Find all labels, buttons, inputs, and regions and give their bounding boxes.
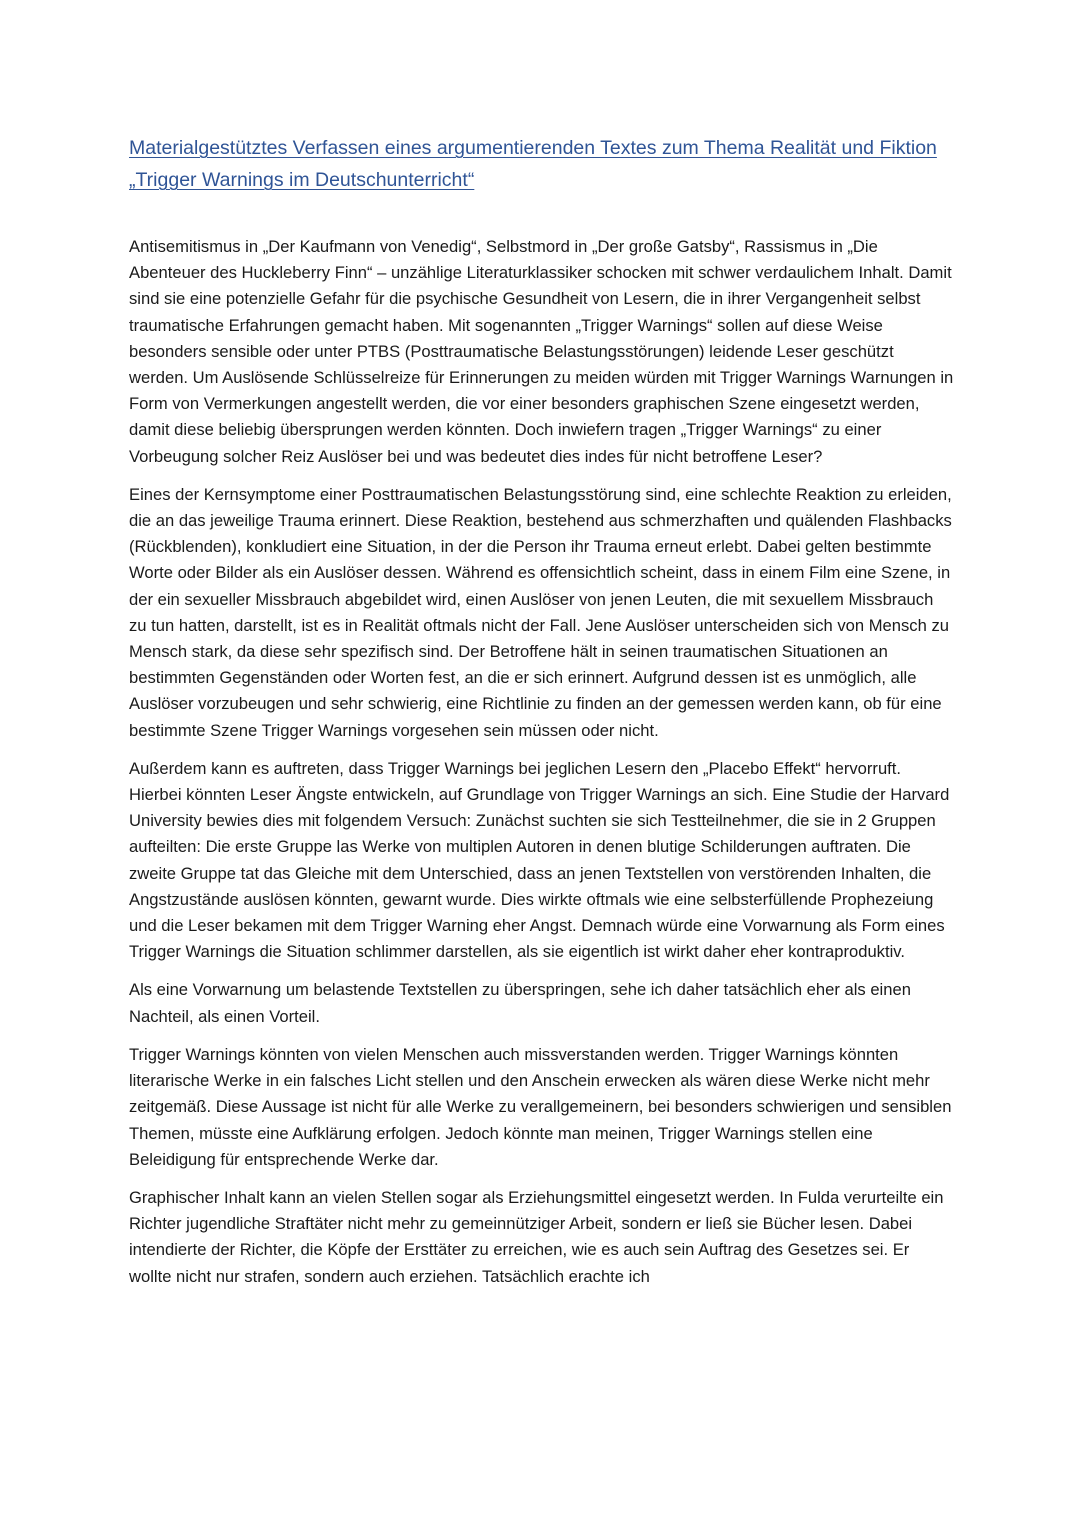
paragraph-interim-conclusion: Als eine Vorwarnung um belastende Textstellen zu überspringen, sehe ich daher tatsächlich eher als einen Nachteil, als einen Vorteil. bbox=[129, 980, 911, 1026]
paragraph-introduction: Antisemitismus in „Der Kaufmann von Venedig“, Selbstmord in „Der große Gatsby“, Rassismus in „Die Abenteuer des Huckleberry Finn“ – unzählige Literaturklassiker schocken mit schwer verdaulichem Inhalt. Damit sind sie eine potenzielle Gefahr für die psychische Gesundheit von Lesern, die in ihrer Vergangenheit selbst traumatische Erfahrungen gemacht haben. Mit sogenannten „Trigger Warnings“ sollen auf diese Weise besonders sensible oder unter PTBS (Posttraumatische Belastungsstörungen) leidende Leser geschützt werden. Um Auslösende Schlüsselreize für Erinnerungen zu meiden würden mit Trigger Warnings Warnungen in Form von Vermerkungen angestellt werden, die vor einer besonders graphischen Szene eingesetzt werden, damit diese beliebig übersprungen werden könnten. Doch inwiefern tragen „Trigger Warnings“ zu einer Vorbeugung solcher Reiz Auslöser bei und was bedeutet dies indes für nicht betroffene Leser? bbox=[129, 237, 954, 466]
document-content bbox=[129, 132, 955, 1302]
paragraph-misunderstanding: Trigger Warnings könnten von vielen Menschen auch missverstanden werden. Trigger Warnings könnten literarische Werke in ein falsches Licht stellen und den Anschein erwecken als wären diese Werke nicht mehr zeitgemäß. Diese Aussage ist nicht für alle Werke zu verallgemeinern, bei besonders schwierigen und sensiblen Themen, müsste eine Aufklärung erfolgen. Jedoch könnte man meinen, Trigger Warnings stellen eine Beleidigung für entsprechende Werke dar. bbox=[129, 1044, 952, 1169]
title-line-subject: „Trigger Warnings im Deutschunterricht“ bbox=[129, 169, 475, 191]
paragraph-ptbs-symptoms: Eines der Kernsymptome einer Posttraumatischen Belastungsstörung sind, eine schlechte Reaktion zu erleiden, die an das jeweilige Trauma erinnert. Diese Reaktion, bestehend aus schmerzhaften und quälenden Flashbacks (Rückblenden), konkludiert eine Situation, in der die Person ihr Trauma erneut erlebt. Dabei gelten bestimmte Worte oder Bilder als ein Auslöser dessen. Während es offensichtlich scheint, dass in einem Film eine Szene, in der ein sexueller Missbrauch abgebildet wird, einen Auslöser von jenen Leuten, die mit sexuellem Missbrauch zu tun hatten, darstellt, ist es in Realität oftmals nicht der Fall. Jene Auslöser unterscheiden sich von Mensch zu Mensch stark, da diese sehr spezifisch sind. Der Betroffene hält in seinen traumatischen Situationen an bestimmten Gegenständen oder Worten fest, an die er sich erinnert. Aufgrund dessen ist es unmöglich, alle Auslöser vorzubeugen und sehr schwierig, eine Richtlinie zu finden an der gemessen werden kann, ob für eine bestimmte Szene Trigger Warnings vorgesehen sein müssen oder nicht. bbox=[129, 484, 952, 740]
document-title bbox=[129, 132, 955, 196]
paragraph-placebo-effect: Außerdem kann es auftreten, dass Trigger Warnings bei jeglichen Lesern den „Placebo Effekt“ hervorruft. Hierbei könnten Leser Ängste entwickeln, auf Grundlage von Trigger Warnings an sich. Eine Studie der Harvard University bewies dies mit folgendem Versuch: Zunächst suchten sie sich Testteilnehmer, die sie in 2 Gruppen aufteilten: Die erste Gruppe las Werke von multiplen Autoren in denen blutige Schilderungen auftraten. Die zweite Gruppe tat das Gleiche mit dem Unterschied, dass an jenen Textstellen von verstörenden Inhalten, die Angstzustände auslösen könnten, gewarnt wurde. Dies wirkte oftmals wie eine selbsterfüllende Prophezeiung und die Leser bekamen mit dem Trigger Warning eher Angst. Demnach würde eine Vorwarnung als Form eines Trigger Warnings die Situation schlimmer darstellen, als sie eigentlich ist wirkt daher eher kontraproduktiv. bbox=[129, 758, 950, 962]
paragraph-education: Graphischer Inhalt kann an vielen Stellen sogar als Erziehungsmittel eingesetzt werden. In Fulda verurteilte ein Richter jugendliche Straftäter nicht mehr zu gemeinnütziger Arbeit, sondern er ließ sie Bücher lesen. Dabei intendierte der Richter, die Köpfe der Ersttäter zu erreichen, wie es auch sein Auftrag des Gesetzes sei. Er wollte nicht nur strafen, sondern auch erziehen. Tatsächlich erachte ich bbox=[129, 1187, 944, 1286]
title-line-topic: Materialgestütztes Verfassen eines argumentierenden Textes zum Thema Realität und Fiktion bbox=[129, 137, 937, 159]
